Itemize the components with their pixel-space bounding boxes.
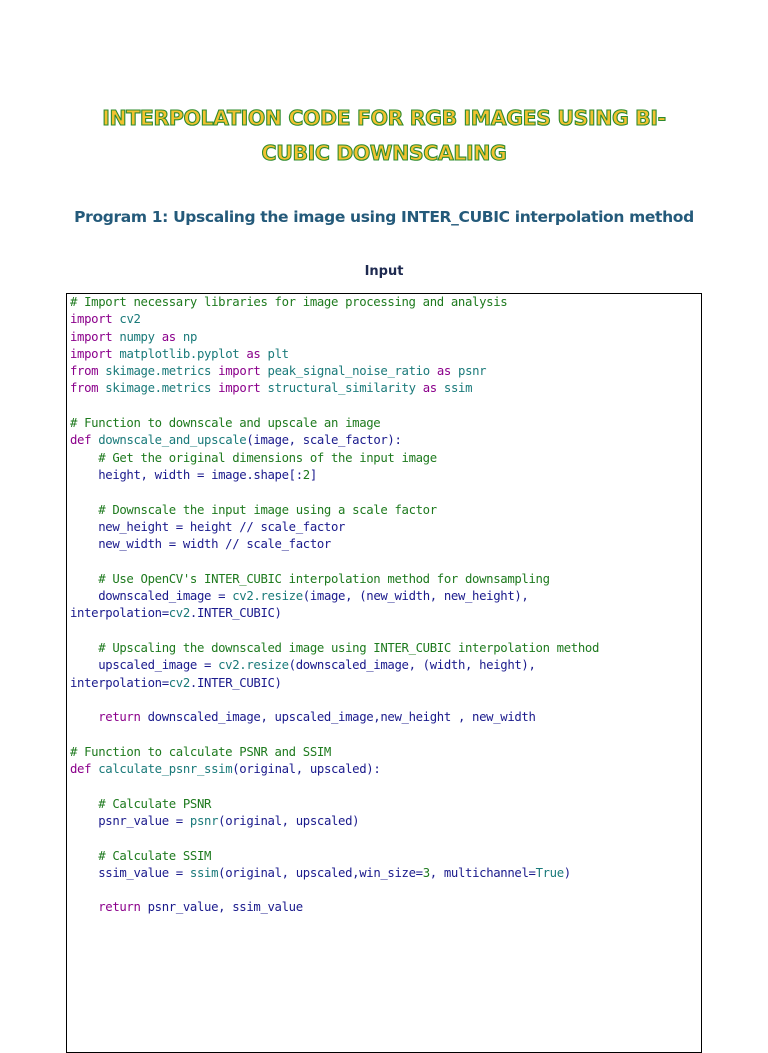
code-token [70,710,98,724]
code-token: cv2 [168,606,190,621]
code-token: as [161,329,176,344]
code-line [70,484,700,501]
code-token: numpy [119,329,155,344]
code-token: height, width = image.shape[: [70,467,303,482]
code-token: (original, upscaled,win_size= [218,865,423,880]
code-line [70,553,700,570]
code-line [70,329,700,346]
code-token: cv2.resize [218,658,289,673]
code-token [260,364,267,378]
code-line [70,346,700,363]
code-line [70,519,700,536]
code-token [70,849,98,863]
code-token [260,381,267,395]
code-line [70,675,700,692]
code-token: as [422,381,437,396]
code-token: calculate_psnr_ssim [98,762,233,777]
code-token: ssim_value = [70,865,190,880]
code-token [155,330,162,344]
code-token: import [70,329,113,344]
code-token: # Use OpenCV's INTER_CUBIC interpolation method for downsampling [98,571,550,586]
code-line [70,796,700,813]
code-line [70,502,700,519]
code-token [70,797,98,811]
code-token: psnr [189,813,219,828]
code-token: upscaled_image = [70,658,219,673]
code-token: new_height = height // scale_factor [70,519,346,534]
code-token: , multichannel= [429,865,536,880]
code-token: as [246,346,261,361]
code-token: ) [563,865,571,880]
code-token [176,330,183,344]
code-token: interpolation= [70,675,169,690]
code-line [70,744,700,761]
code-token: psnr_value = [70,813,190,828]
code-token [70,641,98,655]
code-line [70,848,700,865]
code-token: (downscaled_image, (width, height), [288,658,536,673]
code-line [70,363,700,380]
code-token [437,381,444,395]
code-token: def [70,433,92,448]
code-token [70,451,98,465]
code-token: psnr [458,364,487,379]
code-line [70,761,700,778]
code-token: downscaled_image, upscaled_image,new_height , new_width [140,710,536,725]
code-line [70,882,700,899]
code-token: # Function to calculate PSNR and SSIM [70,744,331,759]
code-token: new_width = width // scale_factor [70,537,331,552]
code-token: .INTER_CUBIC) [189,606,282,621]
code-line [70,588,700,605]
code-token [70,503,98,517]
code-token: from [70,381,99,396]
code-line [70,536,700,553]
code-token: np [182,329,198,344]
code-line [70,415,700,432]
code-token: ] [309,467,317,482]
code-token: cv2 [168,675,190,690]
code-token: # Calculate PSNR [98,796,212,811]
code-token: interpolation= [70,606,169,621]
code-token: import [70,312,113,327]
code-token: (original, upscaled) [218,813,360,828]
page-title-line-2: CUBIC DOWNSCALING [261,141,507,165]
code-line [70,865,700,882]
code-token: return [98,900,141,915]
code-token: ssim [443,381,473,396]
code-token: True [535,865,564,880]
code-line [70,813,700,830]
code-line [70,311,700,328]
code-line [70,432,700,449]
code-token: 3 [422,865,430,880]
code-line [70,605,700,622]
code-token: import [218,364,261,379]
code-token [70,572,98,586]
code-token: cv2 [119,312,141,327]
code-line [70,830,700,847]
code-line [70,657,700,674]
code-token [70,900,98,914]
code-token: (image, (new_width, new_height), [302,589,529,604]
code-token: as [436,364,451,379]
code-line [70,294,700,311]
code-token: ssim [189,865,219,880]
code-line [70,778,700,795]
code-line [70,692,700,709]
code-line [70,450,700,467]
code-token: .INTER_CUBIC) [189,675,282,690]
code-token: skimage.metrics [105,364,212,379]
code-line [70,726,700,743]
code-token [416,381,423,395]
code-token: downscale_and_upscale [98,433,247,448]
code-token: import [218,381,261,396]
page-title-line-1: INTERPOLATION CODE FOR RGB IMAGES USING BI- [102,106,666,130]
code-token [430,364,437,378]
code-token: (original, upscaled): [232,762,381,777]
code-token: psnr_value, ssim_value [140,900,303,915]
code-token: # Function to downscale and upscale an image [70,416,381,431]
code-line [70,380,700,397]
code-line [70,467,700,484]
program-heading: Program 1: Upscaling the image using INTER_CUBIC interpolation method [74,208,694,226]
code-token: import [70,346,113,361]
code-token: # Calculate SSIM [98,848,212,863]
code-token: structural_similarity [267,381,416,396]
code-token: # Import necessary libraries for image processing and analysis [70,295,508,309]
code-line [70,709,700,726]
code-line [70,899,700,916]
code-line [70,623,700,640]
code-line [70,398,700,415]
code-token [260,347,267,361]
code-token: return [98,710,141,725]
page-title [60,101,708,171]
code-token: # Downscale the input image using a scale factor [98,502,437,517]
code-token: def [70,762,92,777]
code-token: (image, scale_factor): [246,433,402,448]
code-line [70,571,700,588]
code-token: # Get the original dimensions of the input image [98,450,437,465]
input-label: Input [364,264,404,279]
code-token: # Upscaling the downscaled image using INTER_CUBIC interpolation method [98,640,600,655]
code-token: 2 [302,467,310,482]
code-token: plt [267,346,289,361]
code-token: peak_signal_noise_ratio [267,364,430,379]
code-token: from [70,364,99,379]
code-token: downscaled_image = [70,589,233,604]
code-token: cv2.resize [232,589,303,604]
code-token: skimage.metrics [105,381,212,396]
code-block [70,294,700,917]
code-line [70,640,700,657]
code-token: matplotlib.pyplot [119,346,240,361]
code-token [451,364,458,378]
